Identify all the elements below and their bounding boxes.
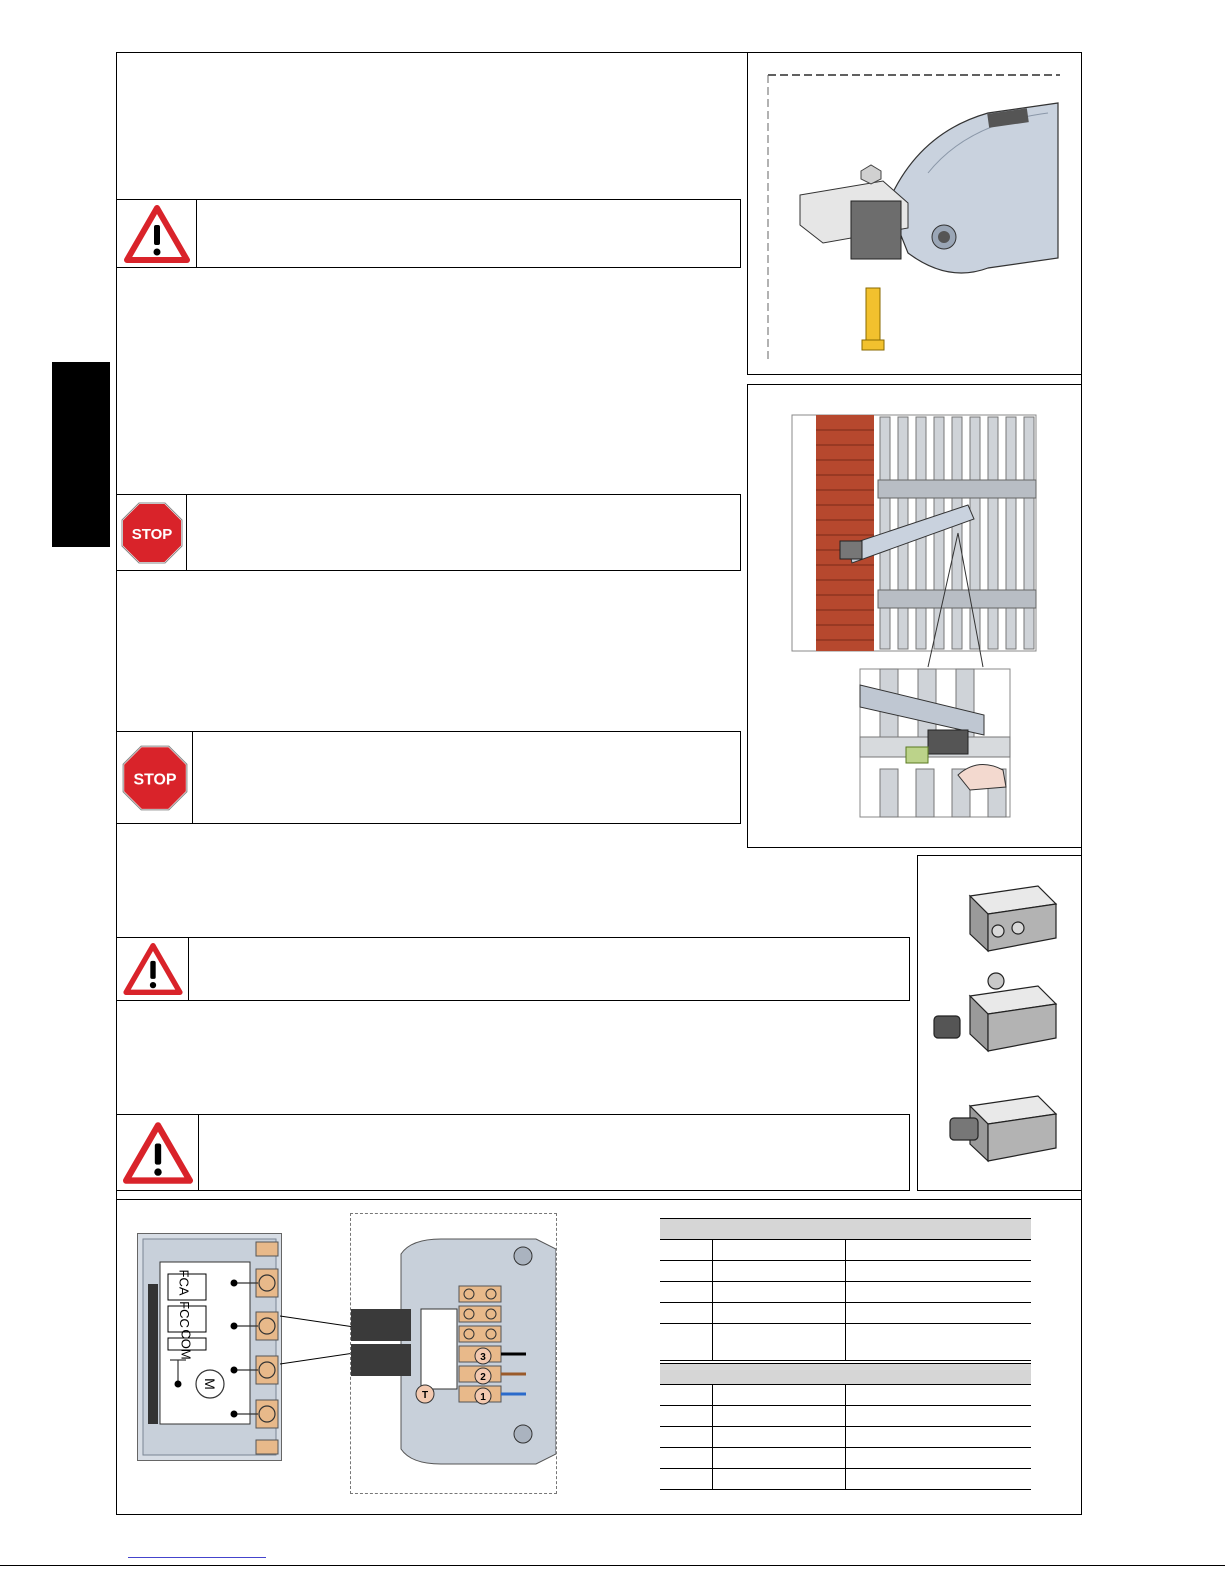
junction-board-drawing [351, 1214, 556, 1493]
table-row [660, 1282, 1031, 1303]
terminal-1-label: 1 [480, 1392, 486, 1403]
warning-triangle-icon [123, 1122, 193, 1184]
spec-table-group-1 [660, 1218, 1031, 1361]
figure-junction-boxes [917, 855, 1082, 1191]
limit-switch-close-label [178, 1301, 191, 1328]
table-header-cell [660, 1364, 1031, 1385]
table-row [660, 1406, 1031, 1427]
warning-box-1 [116, 199, 741, 268]
warning-icon-cell [117, 200, 197, 267]
language-side-tab [52, 362, 110, 547]
table-row [660, 1303, 1031, 1324]
stop-box-2 [116, 731, 741, 824]
stop-box-1 [116, 494, 741, 571]
warning-box-3 [116, 1114, 910, 1191]
label-char: C [178, 1329, 194, 1339]
limit-switch-open-label [178, 1269, 191, 1295]
junction-boxes-drawing [918, 856, 1081, 1190]
footer-link-underline[interactable] [128, 1557, 266, 1558]
table-row [660, 1324, 1031, 1361]
terminal-3-label: 3 [480, 1352, 486, 1363]
table-header-row [660, 1219, 1031, 1240]
gate-installation-drawing [748, 385, 1081, 847]
spec-table-group-2 [660, 1363, 1031, 1490]
spec-table [660, 1218, 1031, 1490]
warning-triangle-icon [124, 205, 190, 263]
table-row [660, 1385, 1031, 1406]
figure-actuator-pin [747, 52, 1082, 375]
table-row [660, 1261, 1031, 1282]
label-char: C [176, 1318, 192, 1328]
stop-icon-cell [117, 495, 187, 570]
warning-triangle-icon [123, 943, 183, 995]
table-row [660, 1448, 1031, 1469]
wiring-zoom-drawing [138, 1234, 281, 1460]
label-char: M [178, 1348, 194, 1360]
common-label [180, 1329, 193, 1359]
wiring-detail-zoom [137, 1233, 282, 1461]
stop-sign-icon [120, 501, 184, 565]
junction-board-diagram [350, 1213, 557, 1494]
terminal-t-label: T [421, 1390, 429, 1401]
label-char: F [176, 1301, 192, 1310]
warning-icon-cell [117, 938, 189, 1000]
actuator-pin-drawing [748, 53, 1081, 374]
table-row [660, 1469, 1031, 1490]
terminal-2-label: 2 [480, 1372, 486, 1383]
label-char: C [176, 1277, 192, 1287]
table-row [660, 1240, 1031, 1261]
footer-rule [0, 1565, 1225, 1566]
stop-label: STOP [131, 525, 172, 543]
table-header-cell [660, 1219, 1031, 1240]
stop-icon-cell [117, 732, 193, 823]
table-row [660, 1427, 1031, 1448]
stop-sign-icon [121, 744, 189, 812]
table-header-row [660, 1364, 1031, 1385]
warning-box-2 [116, 937, 910, 1001]
label-char: O [178, 1338, 194, 1349]
label-char: A [176, 1286, 192, 1296]
section-divider [116, 1199, 1082, 1200]
motor-label: M [201, 1378, 218, 1390]
warning-icon-cell [117, 1115, 199, 1190]
label-char: F [176, 1269, 192, 1278]
stop-label: STOP [132, 770, 177, 788]
figure-gate-installation [747, 384, 1082, 848]
label-char: C [176, 1309, 192, 1319]
